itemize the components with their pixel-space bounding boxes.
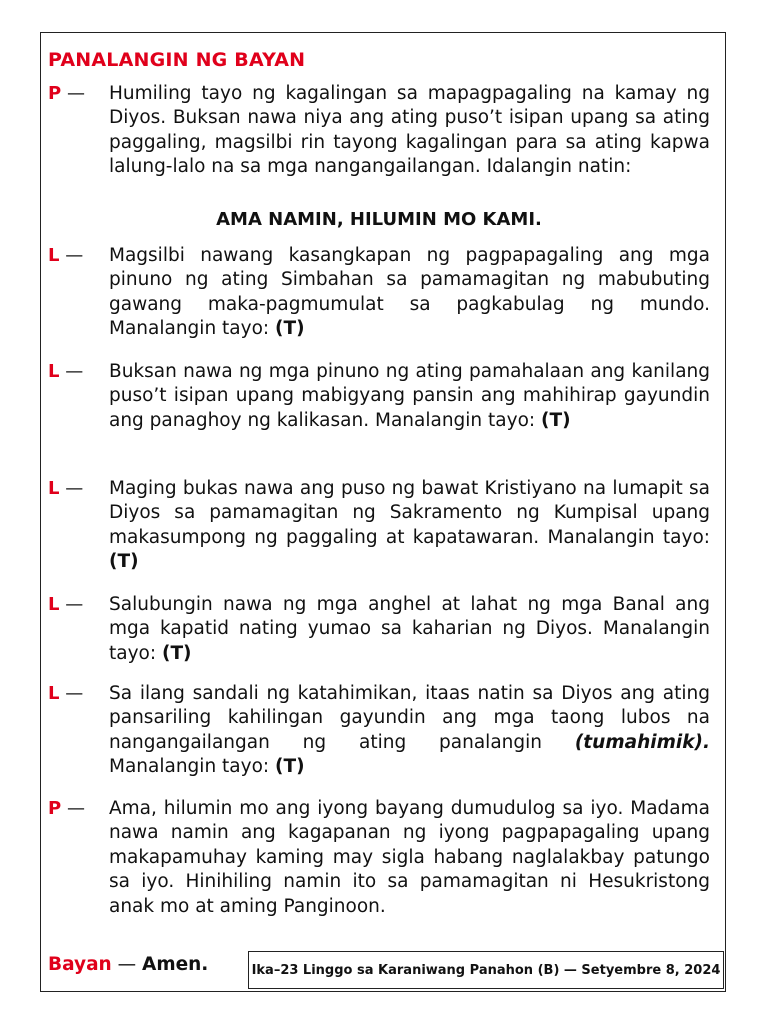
petition-item	[48, 593, 710, 666]
intro-marker: P —	[48, 83, 85, 104]
liturgical-date-box	[248, 951, 724, 989]
intro-text: Humiling tayo ng kagalingan sa mapagpagaling na kamay ng Diyos. Buksan nawa niya ang ating puso’t isipan upang sa ating paggaling, magsilbi rin tayong kagalingan para sa ating kapwa lalung-lalo na sa mga nangangailangan. Idalangin natin:	[109, 83, 710, 178]
closing-marker: P —	[48, 798, 85, 819]
page-title: PANALANGIN NG BAYAN	[48, 49, 306, 71]
petition-item	[48, 682, 710, 780]
petition-text: Maging bukas nawa ang puso ng bawat Kristiyano na lumapit sa Diyos sa pamamagitan ng Sakramento ng Kumpisal upang makasumpong ng paggaling at kapatawaran. Manalangin tayo: (T)	[109, 478, 710, 573]
petition-item	[48, 360, 710, 433]
assembly-response: AMA NAMIN, HILUMIN MO KAMI.	[216, 209, 542, 230]
petition-marker: L —	[48, 245, 84, 266]
closing-prayer	[48, 797, 710, 919]
petition-item	[48, 244, 710, 342]
petition-text: Salubungin nawa ng mga anghel at lahat ng mga Banal ang mga kapatid nating yumao sa kaharian ng Diyos. Manalangin tayo: (T)	[109, 594, 710, 664]
petition-marker: L —	[48, 478, 84, 499]
petition-marker: L —	[48, 361, 84, 382]
petition-text: Buksan nawa ng mga pinuno ng ating pamahalaan ang kanilang puso’t isipan upang mabigyang pansin ang mahihirap gayundin ang panaghoy ng kalikasan. Manalangin tayo: (T)	[109, 361, 710, 431]
liturgical-date: Ika–23 Linggo sa Karaniwang Panahon (B) — Setyembre 8, 2024	[251, 962, 721, 978]
petition-item	[48, 477, 710, 575]
people-response: Bayan — Amen.	[48, 954, 209, 975]
petition-marker: L —	[48, 594, 84, 615]
closing-text: Ama, hilumin mo ang iyong bayang dumudulog sa iyo. Madama nawa namin ang kagapanan ng iyong pagpapagaling upang makapamuhay kaming may sigla habang naglalakbay patungo sa iyo. Hinihiling namin ito sa pamamagitan ni Hesukristong anak mo at aming Panginoon.	[109, 798, 710, 917]
petition-text: Sa ilang sandali ng katahimikan, itaas natin sa Diyos ang ating pansariling kahilingan gayundin ang mga taong lubos na nangangailangan ng ating panalangin (tumahimik). Manalangin tayo: (T)	[109, 683, 710, 778]
intro-block	[48, 82, 710, 180]
petition-marker: L —	[48, 683, 84, 704]
petition-text: Magsilbi nawang kasangkapan ng pagpapagaling ang mga pinuno ng ating Simbahan sa pamamagitan ng mabubuting gawang maka-pagmumulat sa pagkabulag ng mundo. Manalangin tayo: (T)	[109, 245, 710, 340]
